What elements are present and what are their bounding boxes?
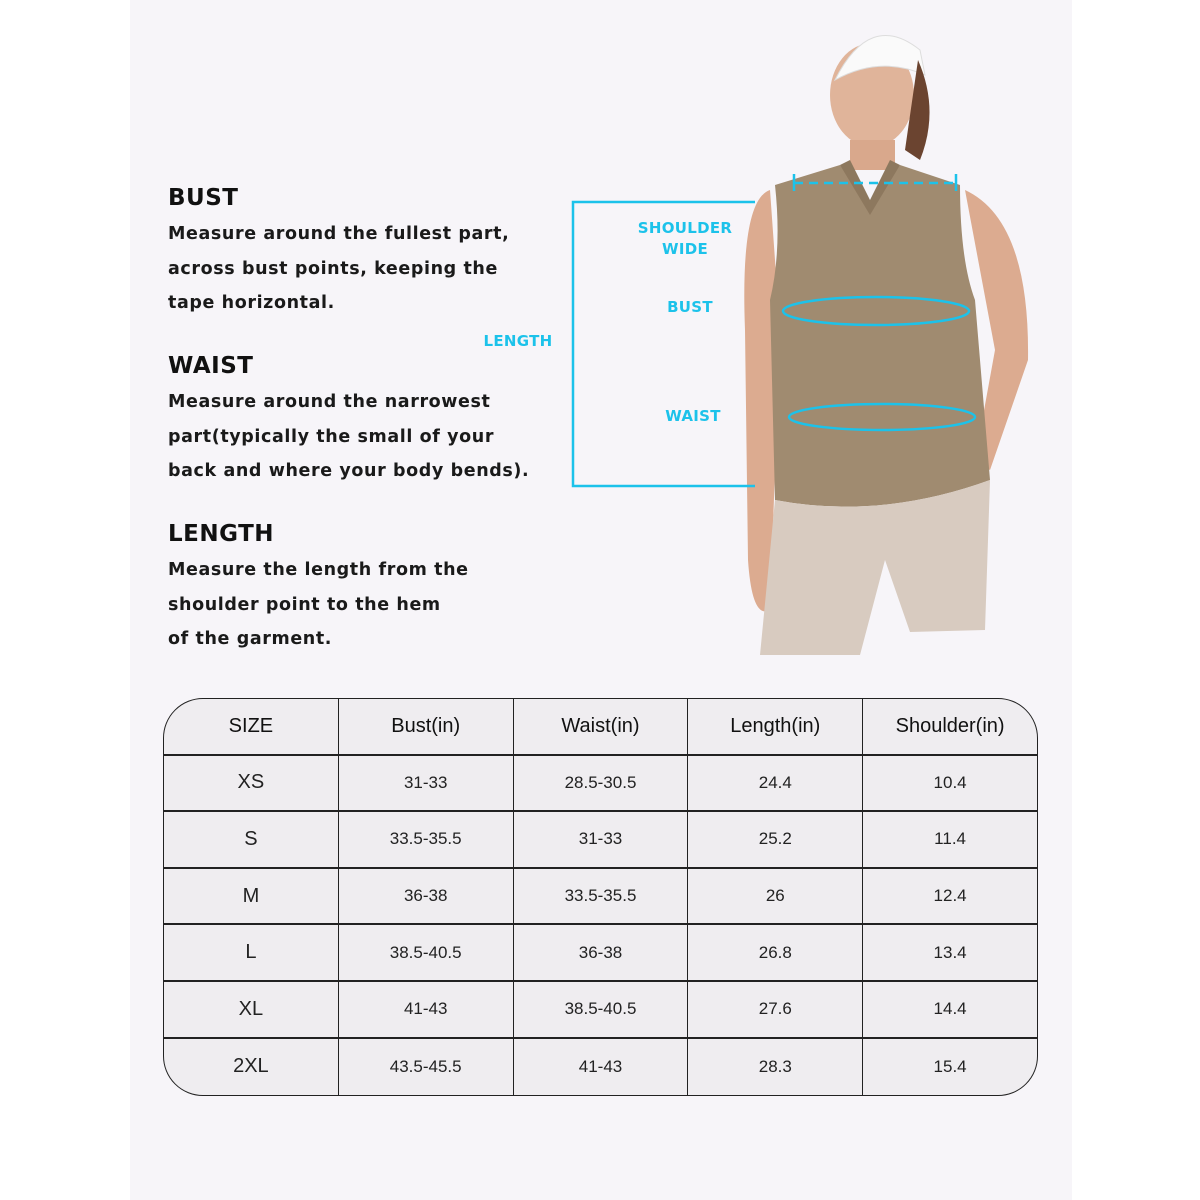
header-size: SIZE: [164, 699, 339, 754]
value-cell: 24.4: [688, 756, 863, 811]
shoulder-wide-label: SHOULDER WIDE: [637, 219, 733, 258]
size-cell: XL: [164, 982, 339, 1037]
table-row: [164, 756, 1037, 813]
value-cell: 41-43: [514, 1039, 689, 1096]
size-cell: XS: [164, 756, 339, 811]
header-waist: Waist(in): [514, 699, 689, 754]
length-label: LENGTH: [483, 332, 553, 350]
value-cell: 15.4: [933, 1056, 967, 1076]
header-bust: Bust(in): [339, 699, 514, 754]
section-title: LENGTH: [168, 521, 275, 547]
header-shoulder: Shoulder(in): [895, 714, 1005, 737]
waist-label: WAIST: [665, 407, 721, 425]
size-cell: S: [164, 812, 339, 867]
value-cell: 11.4: [934, 829, 966, 849]
value-cell: 33.5-35.5: [514, 869, 689, 924]
table-row: [164, 925, 1037, 982]
section-title: BUST: [168, 185, 239, 211]
section-text: Measure the length from the shoulder point to the hem of the garment.: [168, 560, 469, 649]
value-cell: 25.2: [688, 812, 863, 867]
value-cell: 36-38: [339, 869, 514, 924]
value-cell: 14.4: [933, 999, 967, 1019]
size-cell: 2XL: [164, 1039, 339, 1096]
value-cell: 31-33: [514, 812, 689, 867]
section-text: Measure around the narrowest part(typically the small of your back and where your body bends).: [168, 392, 530, 481]
value-cell: 28.3: [688, 1039, 863, 1096]
value-cell: 27.6: [688, 982, 863, 1037]
value-cell: 13.4: [933, 942, 967, 962]
value-cell: 38.5-40.5: [339, 925, 514, 980]
model-figure: [744, 35, 1028, 655]
value-cell: 38.5-40.5: [514, 982, 689, 1037]
table-row: [164, 869, 1037, 926]
value-cell: 36-38: [514, 925, 689, 980]
section-title: WAIST: [168, 353, 254, 379]
size-chart-table: [163, 698, 1038, 1096]
bust-label: BUST: [667, 298, 713, 316]
value-cell: 31-33: [339, 756, 514, 811]
value-cell: 26: [688, 869, 863, 924]
table-row: [164, 812, 1037, 869]
value-cell: 26.8: [688, 925, 863, 980]
value-cell: 28.5-30.5: [514, 756, 689, 811]
table-row: [164, 1039, 1037, 1096]
value-cell: 12.4: [933, 886, 967, 906]
value-cell: 41-43: [339, 982, 514, 1037]
header-length: Length(in): [688, 699, 863, 754]
size-cell: M: [164, 869, 339, 924]
value-cell: 10.4: [933, 772, 967, 792]
section-text: Measure around the fullest part, across bust points, keeping the tape horizontal.: [168, 224, 510, 313]
value-cell: 33.5-35.5: [339, 812, 514, 867]
value-cell: 43.5-45.5: [339, 1039, 514, 1096]
table-row: [164, 982, 1037, 1039]
table-header-row: [164, 699, 1037, 756]
size-cell: L: [164, 925, 339, 980]
